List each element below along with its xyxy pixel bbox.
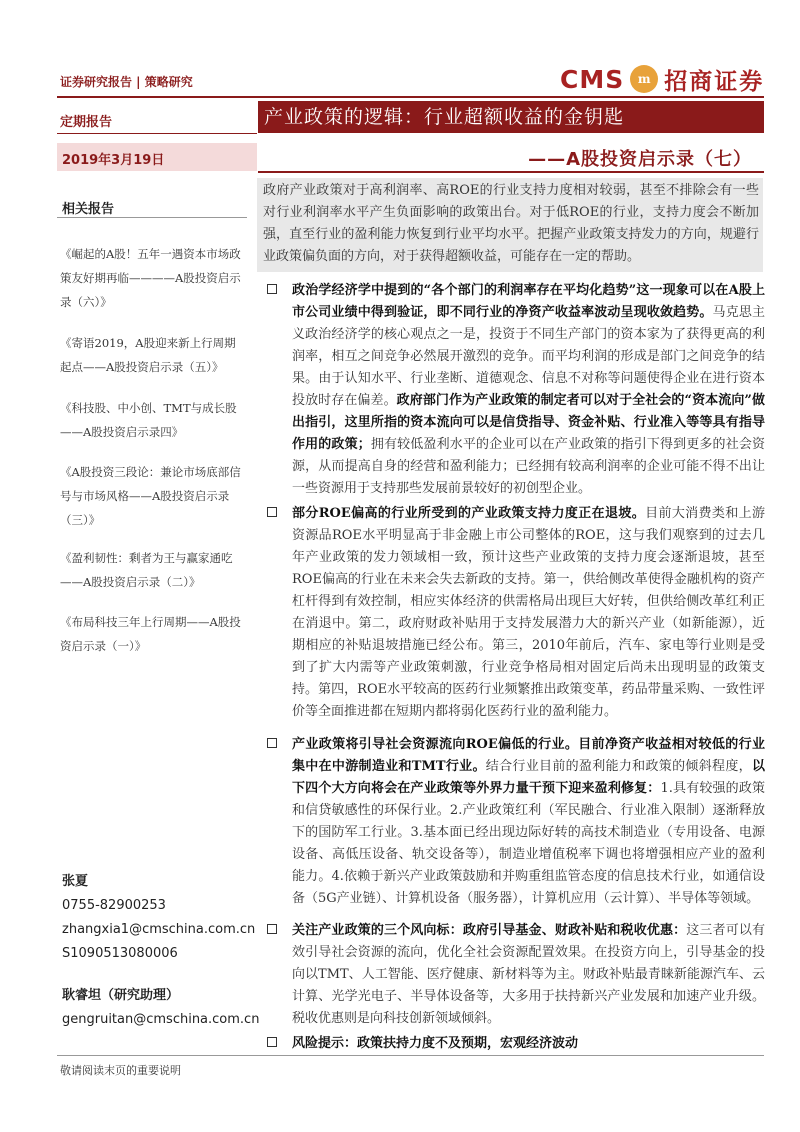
bullet-point (267, 503, 765, 723)
left-divider (57, 133, 257, 134)
logo-chinese: 招商证券 (664, 68, 765, 95)
square-bullet-icon (267, 738, 277, 748)
summary-text: 政府产业政策对于高利润率、高ROE的行业支持力度相对较弱，甚至不排除会有一些对行业利润率水平产生负面影响的政策出台。对于低ROE的行业，支持力度会不断加强，直至行业的盈利能力恢复到行业平均水平。把握产业政策支持发力的方向，规避行业政策偏负面的方向，对于获得超额收益，可能存在一定的帮助。 (263, 183, 759, 264)
related-report-item[interactable]: 《崛起的A股！五年一遇资本市场政策友好期再临————A股投资启示录（六）》 (60, 247, 241, 309)
square-bullet-icon (267, 924, 277, 934)
bullet-point (267, 1033, 765, 1055)
bullet-bold: 政府部门作为产业政策的制定者可以对于全社会的“资本流向”做出指引，这里所指的资本流向可以是信贷指导、资金补贴、行业准入等等具有指导作用的政策； (292, 393, 765, 452)
report-subtitle: ——A股投资启示录（七） (528, 149, 752, 170)
bullet-text: 目前大消费类和上游资源品ROE水平明显高于非金融上市公司整体的ROE，这与我们观察到的过去几年产业政策的发力领域相一致，预计这些产业政策的支持力度会逐渐退坡，甚至ROE偏高的行业在未来会失去新政的支持。第一，供给侧改革使得金融机构的资产杠杆得到有效控制，相应实体经济的供需格局出现巨大好转，但供给侧改革红利正在消退中。第二，政府财政补贴用于支持发展潜力大的新兴产业（如新能源），近期相应的补贴退坡措施已经公布。第三，2010年前后，汽车、家电等行业则是受到了扩大内需等产业政策刺激，行业竞争格局相对固定后尚未出现明显的政策支持。第四，ROE水平较高的医药行业频繁推出政策变革，药品带量采购、一致性评价等全面推进都在短期内都将弱化医药行业的盈利能力。 (292, 506, 765, 719)
report-title: 产业政策的逻辑：行业超额收益的金钥匙 (258, 101, 764, 133)
square-bullet-icon (267, 507, 277, 517)
related-divider (57, 217, 247, 218)
related-reports-title: 相关报告 (62, 202, 115, 217)
bullet-bold: 产业政策将引导社会资源流向ROE偏低的行业。目前净资产收益相对较低的行业集中在中游制造业和TMT行业。 (292, 737, 765, 774)
footer-divider (57, 1055, 764, 1056)
bullet-point (267, 280, 765, 500)
bullet-point (267, 734, 765, 910)
header-divider (57, 96, 764, 98)
bullet-text: 结合行业目前的盈利能力和政策的倾斜程度， (485, 759, 752, 774)
assistant-name: 耿睿坦（研究助理） (62, 988, 180, 1003)
related-report-item[interactable]: 《科技股、中小创、TMT与成长股——A股投资启示录四》 (60, 401, 237, 439)
report-category: 证券研究报告 | 策略研究 (60, 75, 193, 89)
cms-logo (560, 62, 764, 96)
bullet-bold: 以下四个大方向将会在产业政策等外界力量干预下迎来盈利修复： (292, 759, 765, 796)
author-block (62, 870, 259, 1032)
bullet-text: 1.具有较强的政策和信贷敏感性的环保行业。2.产业政策红利（军民融合、行业准入限制）逐渐释放下的国防军工行业。3.基本面已经出现边际好转的高技术制造业（专用设备、电源设备、高低压设备、轨交设备等），制造业增值税率下调也将增强相应产业的盈利能力。4.依赖于新兴产业政策鼓励和并购重组监管态度的信息技术行业，如通信设备（5G产业链）、计算机设备（服务器），计算机应用（云计算）、半导体等领域。 (292, 781, 765, 906)
bullet-text: 这三者可以有效引导社会资源的流向，优化全社会资源配置效果。在投资方向上，引导基金的投向以TMT、人工智能、医疗健康、新材料等为主。财政补贴最青睐新能源汽车、云计算、光学光电子、半导体设备等，大多用于扶持新兴产业发展和加速产业升级。税收优惠则是向科技创新领域倾斜。 (292, 923, 765, 1026)
bullet-text: 拥有较低盈利水平的企业可以在产业政策的指引下得到更多的社会资源，从而提高自身的经营和盈利能力；已经拥有较高利润率的企业可能不得不出让一些资源用于支持那些发展前景较好的初创型企业。 (292, 437, 765, 496)
logo-latin: CMS (560, 64, 625, 94)
related-report-item[interactable]: 《寄语2019，A股迎来新上行周期起点——A股投资启示录（五）》 (60, 336, 236, 374)
related-report-item[interactable]: 《A股投资三段论：兼论市场底部信号与市场风格——A股投资启示录（三）》 (60, 465, 241, 527)
square-bullet-icon (267, 284, 277, 294)
bullet-point (267, 920, 765, 1030)
subtitle-divider (258, 171, 764, 173)
author-license: S1090513080006 (62, 946, 178, 961)
bullet-bold: 政治学经济学中提到的“各个部门的利润率存在平均化趋势”这一现象可以在A股上市公司业绩中得到验证，即不同行业的净资产收益率波动呈现收敛趋势。 (292, 283, 765, 320)
footer-note: 敬请阅读末页的重要说明 (60, 1064, 181, 1077)
risk-warning: 风险提示：政策扶持力度不及预期，宏观经济波动 (292, 1036, 579, 1051)
assistant-email[interactable]: gengruitan@cmschina.com.cn (62, 1012, 260, 1027)
report-type: 定期报告 (60, 115, 113, 130)
author-name: 张夏 (62, 874, 89, 889)
bullet-text: 马克思主义政治经济学的核心观点之一是，投资于不同生产部门的资本家为了获得更高的利润率，相互之间竞争必然展开激烈的竞争。而平均利润的形成是部门之间竞争的结果。由于认知水平、行业垄断、道德观念、信息不对称等问题使得企业在进行资本投放时存在偏差。 (292, 305, 765, 408)
report-date: 2019年3月19日 (62, 153, 165, 168)
square-bullet-icon (267, 1037, 277, 1047)
author-phone: 0755-82900253 (62, 898, 166, 913)
bullet-bold: 部分ROE偏高的行业所受到的产业政策支持力度正在退坡。 (292, 506, 646, 521)
related-report-item[interactable]: 《盈利韧性：剩者为王与赢家通吃——A股投资启示录（二）》 (60, 551, 233, 589)
logo-emblem-icon: m (630, 65, 658, 93)
bullet-bold: 关注产业政策的三个风向标：政府引导基金、财政补贴和税收优惠： (292, 923, 687, 938)
author-email[interactable]: zhangxia1@cmschina.com.cn (62, 922, 256, 937)
related-report-item[interactable]: 《布局科技三年上行周期——A股投资启示录（一）》 (60, 615, 241, 653)
